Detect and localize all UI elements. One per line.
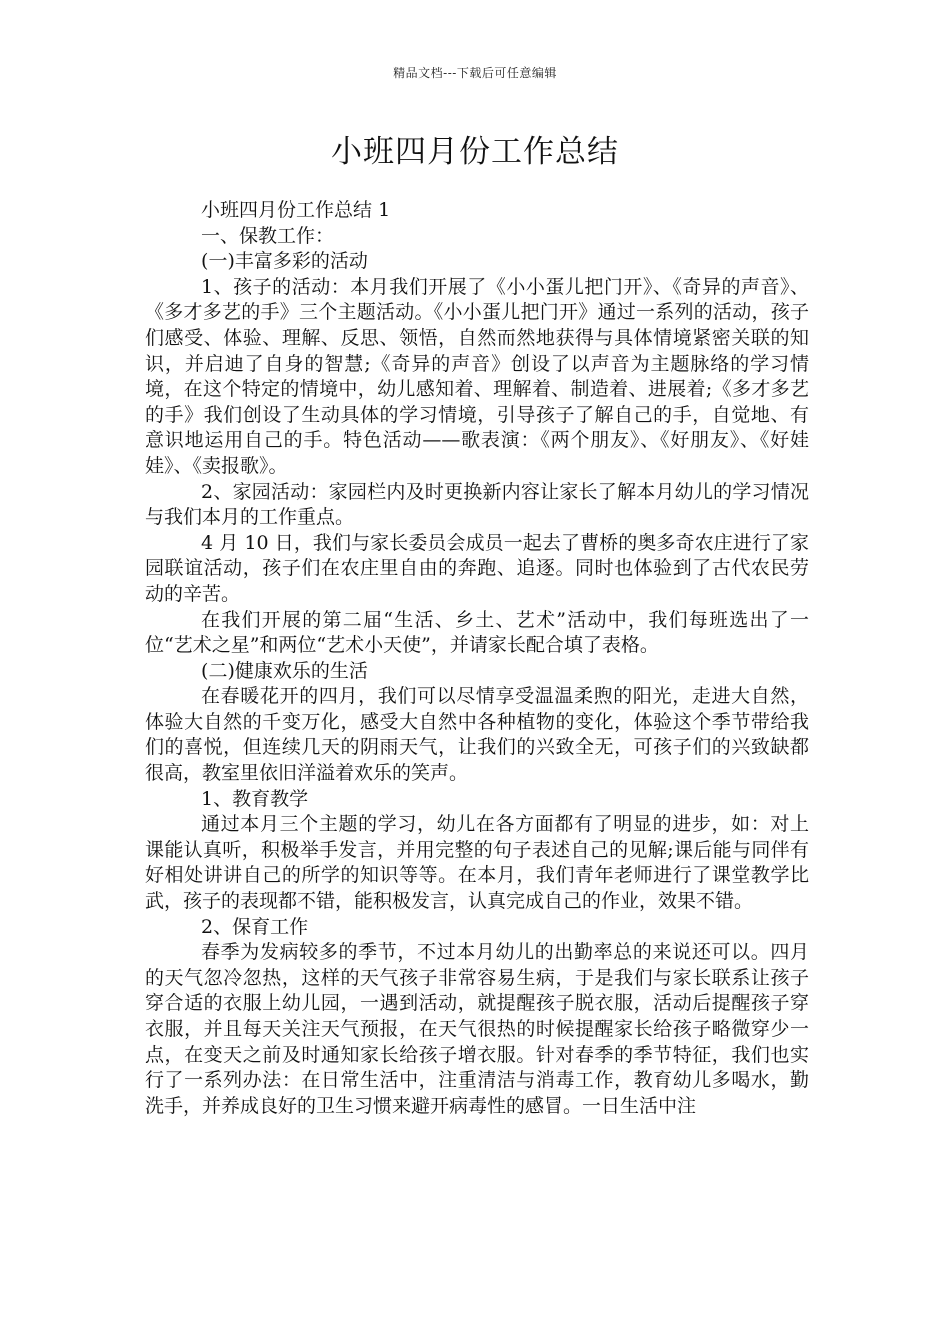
subsection-heading-healthy-life: (二)健康欢乐的生活 [201,659,368,682]
item-heading-childcare: 2、保育工作 [201,915,309,938]
paragraph-children-activities: 1、孩子的活动：本月我们开展了《小小蛋儿把门开》、《奇异的声音》、《多才多艺的手》三个主题活动。《小小蛋儿把门开》通过一系列的活动，孩子们感受、体验、理解、反思、领悟，自然而然地获得与具体情境紧密关联的知识，并启迪了自身的智慧;《奇异的声音》创设了以声音为主题脉络的学习情境，在这个特定的情境中，幼儿感知着、理解着、制造着、进展着;《多才多艺的手》我们创设了生动具体的学习情境，引导孩子了解自己的手，自觉地、有意识地运用自己的手。特色活动——歌表演：《两个朋友》、《好朋友》、《好娃娃》、《卖报歌》。 [145,275,809,477]
document-title: 小班四月份工作总结 [331,134,619,170]
section-subtitle: 小班四月份工作总结 1 [201,199,391,221]
paragraph-art-event: 在我们开展的第二届“生活、乡土、艺术”活动中，我们每班选出了一位“艺术之星”和两位“艺术小天使”，并请家长配合填了表格。 [145,608,809,657]
paragraph-childcare: 春季为发病较多的季节，不过本月幼儿的出勤率总的来说还可以。四月的天气忽冷忽热，这样的天气孩子非常容易生病，于是我们与家长联系让孩子穿合适的衣服上幼儿园，一遇到活动，就提醒孩子脱衣服，活动后提醒孩子穿衣服，并且每天关注天气预报，在天气很热的时候提醒家长给孩子略微穿少一点，在变天之前及时通知家长给孩子增衣服。针对春季的季节特征，我们也实行了一系列办法：在日常生活中，注重清洁与消毒工作，教育幼儿多喝水，勤洗手，并养成良好的卫生习惯来避开病毒性的感冒。一日生活中注 [145,941,809,1117]
paragraph-spring: 在春暖花开的四月，我们可以尽情享受温温柔煦的阳光，走进大自然，体验大自然的千变万化，感受大自然中各种植物的变化，体验这个季节带给我们的喜悦，但连续几天的阴雨天气，让我们的兴致全无，可孩子们的兴致缺都很高，教室里依旧洋溢着欢乐的笑声。 [145,685,809,785]
paragraph-farm-visit: 4 月 10 日，我们与家长委员会成员一起去了曹桥的奥多奇农庄进行了家园联谊活动，孩子们在农庄里自由的奔跑、追逐。同时也体验到了古代农民劳动的辛苦。 [145,531,809,605]
paragraph-teaching: 通过本月三个主题的学习，幼儿在各方面都有了明显的进步，如：对上课能认真听，积极举手发言，并用完整的句子表述自己的见解;课后能与同伴有好相处讲讲自己的所学的知识等等。在本月，我们青年老师进行了课堂教学比武，孩子的表现都不错，能积极发言，认真完成自己的作业，效果不错。 [145,813,809,913]
document-body [145,198,809,1119]
item-heading-teaching: 1、教育教学 [201,787,309,810]
paragraph-home-school-activities: 2、家园活动：家园栏内及时更换新内容让家长了解本月幼儿的学习情况与我们本月的工作重点。 [145,480,809,529]
header-note: 精品文档---下载后可任意编辑 [393,66,557,80]
subsection-heading-activities: (一)丰富多彩的活动 [201,250,368,273]
section-heading-care-education: 一、保教工作： [201,224,335,247]
